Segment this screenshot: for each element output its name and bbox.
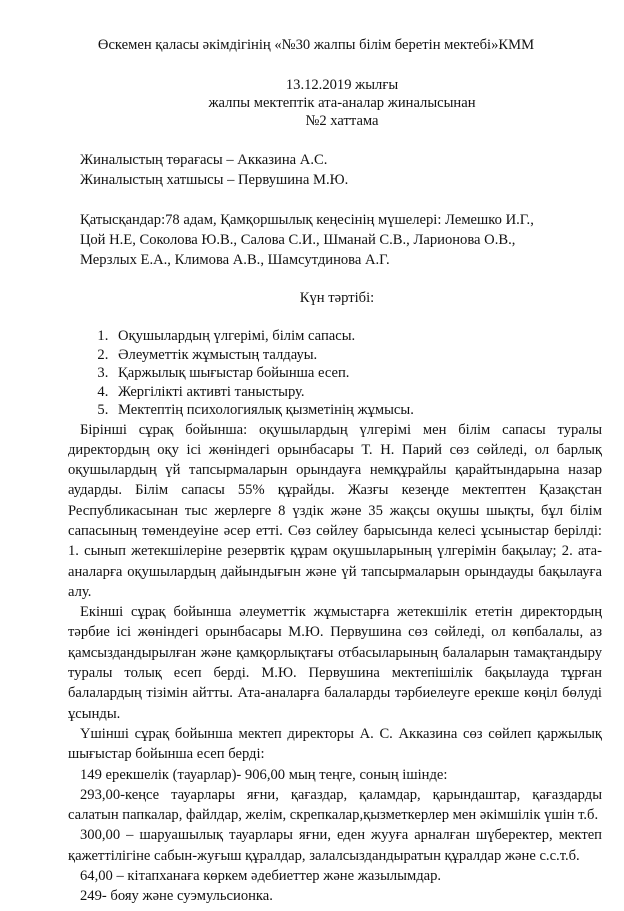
- paragraph-expense-library: 64,00 – кітапханаға көркем әдебиеттер және жазылымдар.: [80, 868, 442, 885]
- paragraph-expense-office: 293,00-кеңсе тауарлары яғни, қағаздар, қаламдар, қарындаштар, қағаздарды салатын папкалар, файлдар, желім, скрепкалар,қызметкерлер мен әкімшілік үшін т.б.: [68, 786, 602, 824]
- paragraph-question-1: Бірінші сұрақ бойынша: оқушылардың үлгерімі мен білім сапасы туралы директордың оқу ісі жөніндегі орынбасары Т. Н. Парий сөз сөйледі, ол барлық оқушылардың үй тапсырмаларын орындауға немқұрайлы қарайтындарына назар аударды. Білім сапасы 55% құрайды. Жазғы кезеңде мектептен Қазақстан Республикасынан тыс жерлерге 8 үздік және 35 жақсы оқушы шықты, бұл білім сапасының төмендеуіне әсер етті. Сөз сөйлеу барысында келесі ұсыныстар берілді: 1. сынып жетекшілеріне резервтік құрам оқушыларының үлгерімін бақылау; 2. ата-аналарға оқушылардың дайындығын және үй тапсырмаларын орындауды бақылауға алу.: [68, 421, 602, 600]
- protocol-body: [68, 420, 602, 907]
- agenda-item: 1. Оқушылардың үлгерімі, білім сапасы.: [112, 327, 604, 346]
- organization-title: Өскемен қаласы әкімдігінің «№30 жалпы білім беретін мектебі»КММ: [97, 37, 535, 53]
- agenda-item: 2. Әлеуметтік жұмыстың талдауы.: [112, 346, 604, 365]
- paragraph-expense-total: 149 ерекшелік (тауарлар)- 906,00 мың теңге, соның ішінде:: [80, 766, 448, 783]
- agenda-list: [80, 327, 604, 420]
- attendees-line-1: Қатысқандар:78 адам, Қамқоршылық кеңесінің мүшелері: Лемешко И.Г.,: [80, 212, 534, 228]
- chair-line: Жиналыстың төрағасы – Акказина А.С.: [80, 152, 328, 168]
- agenda-item: 3. Қаржылық шығыстар бойынша есеп.: [112, 364, 604, 383]
- attendees-line-2: Цой Н.Е, Соколова Ю.В., Салова С.И., Шманай С.В., Ларионова О.В.,: [80, 232, 516, 248]
- agenda-title: Күн тәртібі:: [299, 290, 375, 306]
- paragraph-question-2: Екінші сұрақ бойынша әлеуметтік жұмыстарға жетекшілік ететін директордың тәрбие ісі жөніндегі орынбасары М.Ю. Первушина сөз сөйледі, ол көпбалалы, аз қамсыздандырылған және қамқорлықтағы отбасыларының балаларын тамақтандыру туралы толық есеп берді. М.Ю. Первушина мектепішілік бақылауда тұрған балалардың тізімін айтты. Ата-аналарға балаларды тәрбиелеуге ерекше көңіл бөлуді ұсынды.: [68, 604, 602, 722]
- meeting-type: жалпы мектептік ата-аналар жиналысынан: [208, 95, 476, 111]
- attendees-line-3: Мерзлых Е.А., Климова А.В., Шамсутдинова А.Г.: [80, 252, 390, 268]
- paragraph-expense-household: 300,00 – шаруашылық тауарлары яғни, еден жууға арналған шүберектер, мектеп қажеттілігіне сабын-жуғыш құралдар, залалсыздандыратын құралдар және с.с.т.б.: [68, 827, 602, 864]
- meeting-date: 13.12.2019 жылғы: [285, 77, 399, 93]
- paragraph-expense-paint: 249- бояу және суэмульсионка.: [80, 888, 273, 905]
- secretary-line: Жиналыстың хатшысы – Первушина М.Ю.: [80, 172, 349, 188]
- protocol-number: №2 хаттама: [305, 113, 379, 129]
- protocol-header: [80, 76, 604, 130]
- officials: [80, 150, 604, 190]
- attendees: [80, 210, 604, 270]
- agenda-item: 5. Мектептің психологиялық қызметінің жұмысы.: [112, 401, 604, 420]
- paragraph-question-3: Үшінші сұрақ бойынша мектеп директоры А. С. Акказина сөз сөйлеп қаржылық шығыстар бойынша есеп берді:: [68, 725, 602, 763]
- agenda-item: 4. Жергілікті активті таныстыру.: [112, 383, 604, 402]
